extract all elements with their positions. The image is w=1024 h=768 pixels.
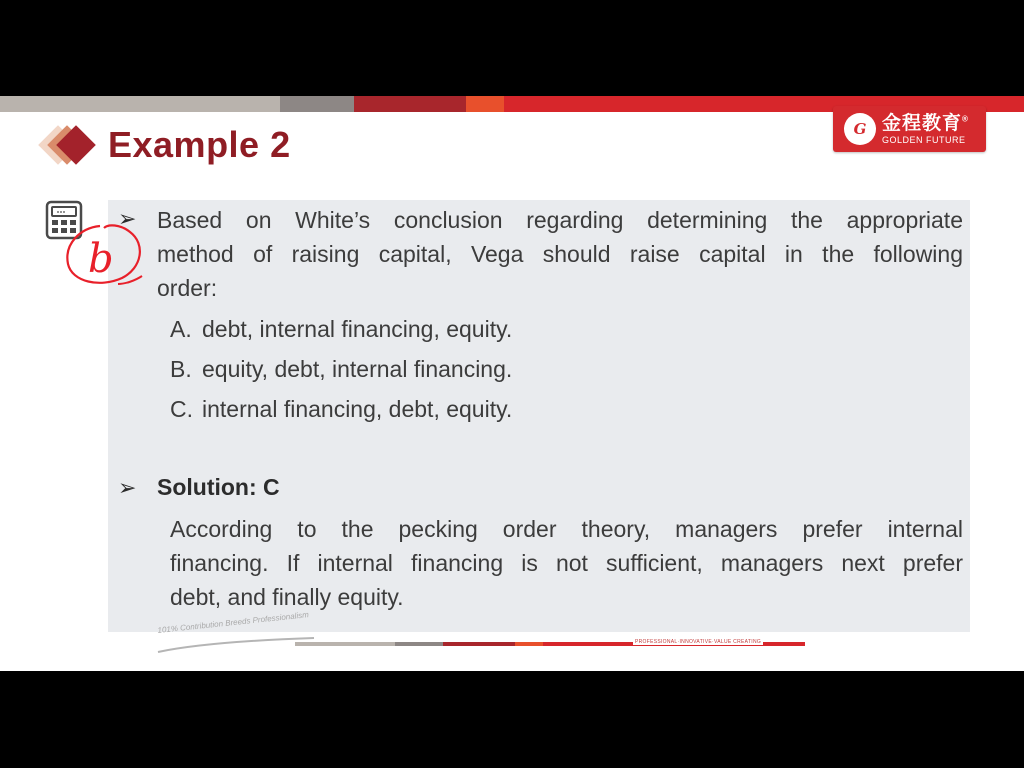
logo-chinese-name: 金程教育® bbox=[882, 112, 969, 134]
footer-tagline: 101% Contribution Breeds Professionalism bbox=[157, 610, 310, 635]
solution-bullet-icon: ➢ bbox=[118, 475, 137, 500]
solution-text bbox=[170, 512, 963, 614]
question-line-3: order: bbox=[157, 275, 218, 301]
solution-heading: Solution: C bbox=[157, 474, 280, 500]
option-c: C. internal financing, debt, equity. bbox=[170, 396, 513, 422]
slide bbox=[0, 96, 1024, 671]
question-line-2: method of raising capital, Vega should raise capital in the following bbox=[157, 241, 963, 267]
title-area bbox=[38, 122, 291, 168]
option-a: A. debt, internal financing, equity. bbox=[170, 316, 513, 342]
footer-motto: PROFESSIONAL·INNOVATIVE·VALUE CREATING bbox=[635, 639, 762, 645]
diamond-stack-icon bbox=[38, 122, 102, 168]
solution-line-2: financing. If internal financing is not sufficient, managers next prefer bbox=[170, 550, 963, 576]
slide-title: Example 2 bbox=[108, 124, 291, 165]
handwritten-annotation bbox=[60, 214, 150, 294]
annotation-letter: b bbox=[88, 236, 114, 282]
question-bullet-icon: ➢ bbox=[118, 206, 137, 231]
footer-swoosh-icon bbox=[156, 636, 316, 654]
golden-future-logo bbox=[833, 106, 986, 152]
logo-english-name: GOLDEN FUTURE bbox=[882, 134, 966, 145]
solution-line-1: According to the pecking order theory, managers prefer internal bbox=[170, 516, 963, 542]
logo-seal-icon: G bbox=[844, 113, 876, 145]
question-text bbox=[157, 203, 963, 305]
solution-line-3: debt, and finally equity. bbox=[170, 584, 404, 610]
question-line-1: Based on White’s conclusion regarding determining the appropriate bbox=[157, 207, 963, 233]
option-b: B. equity, debt, internal financing. bbox=[170, 356, 513, 382]
